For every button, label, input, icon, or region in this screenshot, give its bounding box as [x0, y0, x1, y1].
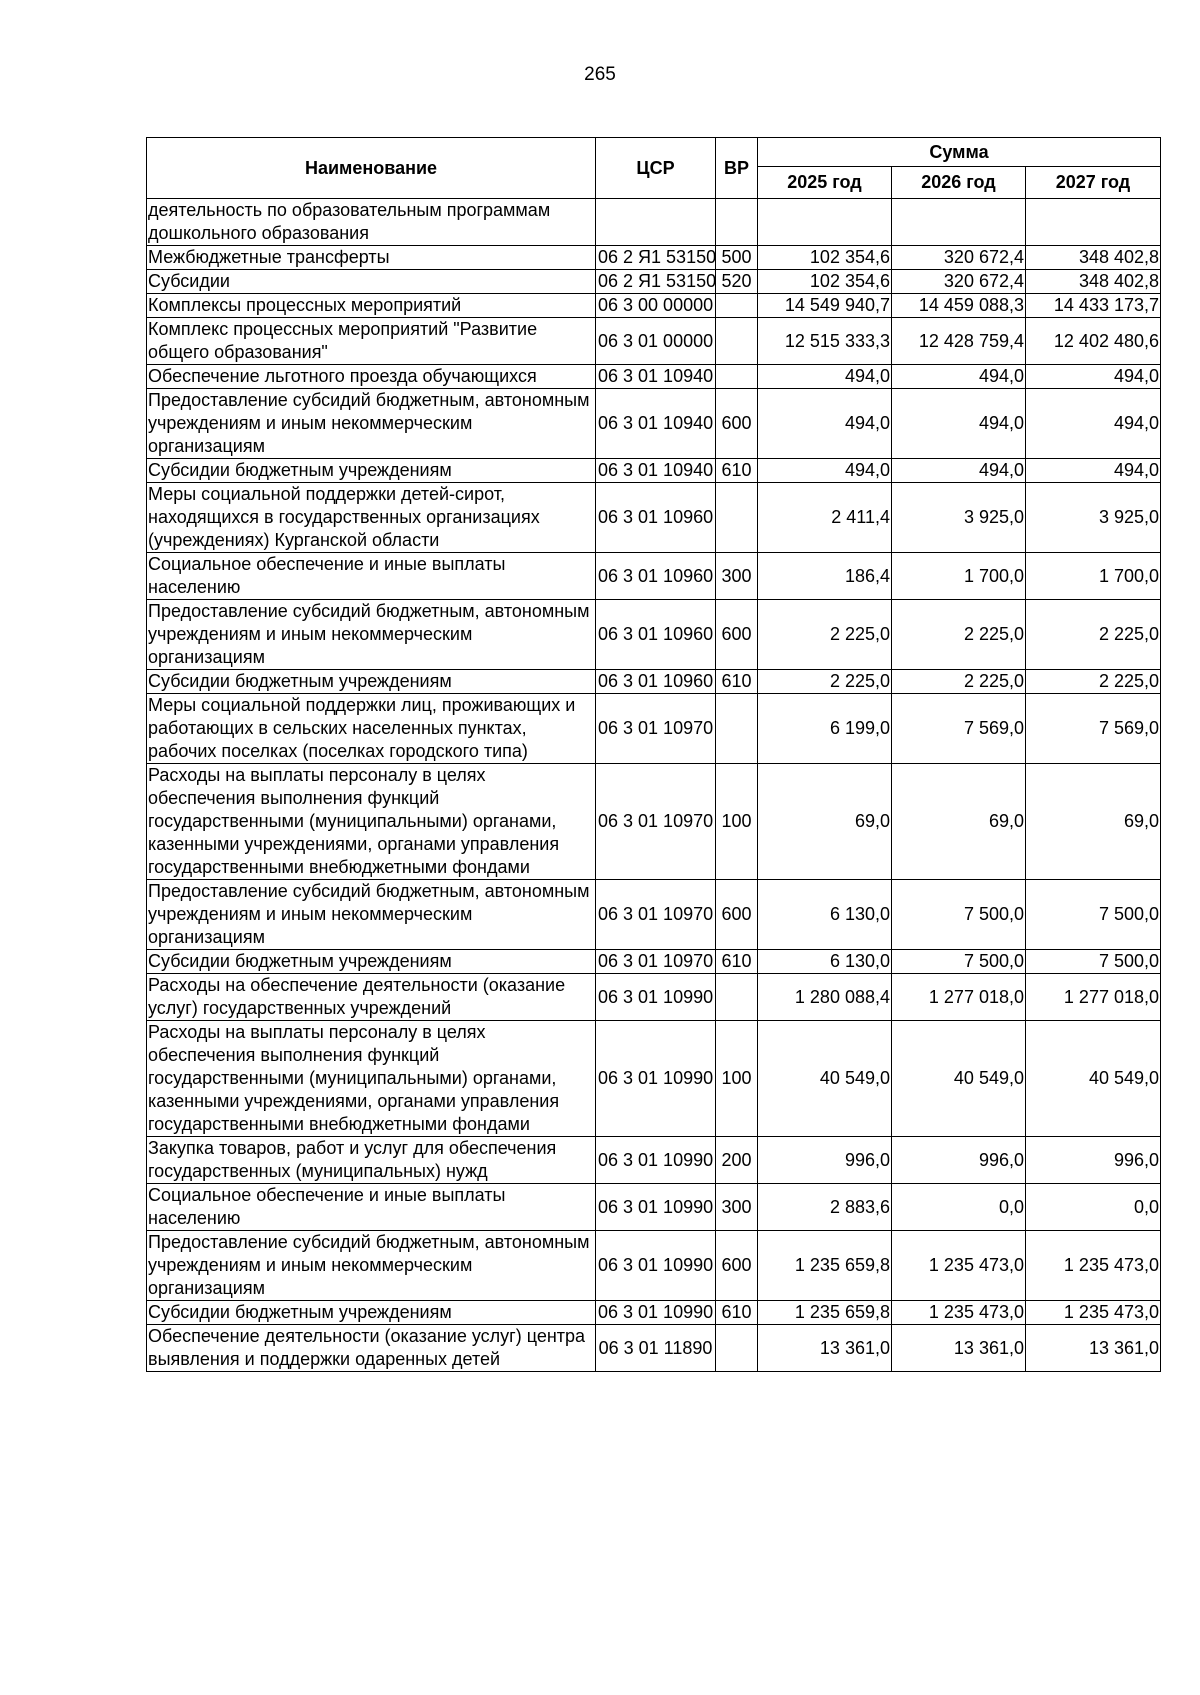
table-row [147, 389, 1161, 459]
header-vr: ВР [716, 138, 758, 199]
row-name: Меры социальной поддержки лиц, проживающих и работающих в сельских населенных пунктах, рабочих поселках (поселках городского типа) [147, 694, 596, 764]
row-name: Субсидии бюджетным учреждениям [147, 459, 596, 483]
row-csr: 06 3 01 10990 [596, 1231, 716, 1301]
row-csr: 06 3 01 10990 [596, 1301, 716, 1325]
row-sum-2027: 494,0 [1026, 365, 1161, 389]
row-vr: 300 [716, 1184, 758, 1231]
table-row [147, 670, 1161, 694]
row-vr [716, 974, 758, 1021]
row-sum-2025: 102 354,6 [758, 270, 892, 294]
row-name: Предоставление субсидий бюджетным, автономным учреждениям и иным некоммерческим организациям [147, 1231, 596, 1301]
row-sum-2025: 69,0 [758, 764, 892, 880]
row-sum-2025: 13 361,0 [758, 1325, 892, 1372]
row-sum-2026: 996,0 [892, 1137, 1026, 1184]
table-row [147, 199, 1161, 246]
row-csr: 06 3 01 10960 [596, 670, 716, 694]
row-name: Комплекс процессных мероприятий "Развитие общего образования" [147, 318, 596, 365]
row-sum-2025: 494,0 [758, 389, 892, 459]
page-number: 265 [584, 64, 616, 85]
row-sum-2025: 2 411,4 [758, 483, 892, 553]
row-vr [716, 483, 758, 553]
header-csr: ЦСР [596, 138, 716, 199]
row-vr [716, 365, 758, 389]
row-sum-2027: 13 361,0 [1026, 1325, 1161, 1372]
row-name: Расходы на выплаты персоналу в целях обеспечения выполнения функций государственными (муниципальными) органами, казенными учреждениями, органами управления государственными внебюджетными фондами [147, 1021, 596, 1137]
row-sum-2026: 1 700,0 [892, 553, 1026, 600]
table-row [147, 483, 1161, 553]
table-row [147, 1137, 1161, 1184]
row-name: Предоставление субсидий бюджетным, автономным учреждениям и иным некоммерческим организациям [147, 389, 596, 459]
row-name: Расходы на выплаты персоналу в целях обеспечения выполнения функций государственными (муниципальными) органами, казенными учреждениями, органами управления государственными внебюджетными фондами [147, 764, 596, 880]
row-sum-2027: 3 925,0 [1026, 483, 1161, 553]
row-sum-2027: 1 235 473,0 [1026, 1231, 1161, 1301]
row-csr: 06 2 Я1 53150 [596, 270, 716, 294]
header-name: Наименование [147, 138, 596, 199]
row-sum-2026: 40 549,0 [892, 1021, 1026, 1137]
row-name: Обеспечение деятельности (оказание услуг) центра выявления и поддержки одаренных детей [147, 1325, 596, 1372]
row-sum-2026: 2 225,0 [892, 670, 1026, 694]
row-csr: 06 3 01 10940 [596, 365, 716, 389]
row-name: Закупка товаров, работ и услуг для обеспечения государственных (муниципальных) нужд [147, 1137, 596, 1184]
row-sum-2027: 1 235 473,0 [1026, 1301, 1161, 1325]
row-name: Субсидии бюджетным учреждениям [147, 1301, 596, 1325]
row-sum-2027 [1026, 199, 1161, 246]
row-vr: 610 [716, 950, 758, 974]
budget-table [146, 137, 1161, 1372]
row-name: Предоставление субсидий бюджетным, автономным учреждениям и иным некоммерческим организациям [147, 880, 596, 950]
row-vr: 500 [716, 246, 758, 270]
row-sum-2026: 0,0 [892, 1184, 1026, 1231]
row-sum-2026: 7 500,0 [892, 950, 1026, 974]
row-sum-2025: 14 549 940,7 [758, 294, 892, 318]
row-sum-2027: 996,0 [1026, 1137, 1161, 1184]
header-year-2027: 2027 год [1026, 167, 1161, 199]
row-sum-2025: 186,4 [758, 553, 892, 600]
row-sum-2026 [892, 199, 1026, 246]
row-csr: 06 3 01 11890 [596, 1325, 716, 1372]
row-vr: 100 [716, 764, 758, 880]
row-csr: 06 3 01 10990 [596, 1021, 716, 1137]
row-vr [716, 318, 758, 365]
row-sum-2027: 7 500,0 [1026, 950, 1161, 974]
row-sum-2026: 494,0 [892, 389, 1026, 459]
row-vr: 600 [716, 389, 758, 459]
row-sum-2027: 2 225,0 [1026, 600, 1161, 670]
row-sum-2026: 13 361,0 [892, 1325, 1026, 1372]
row-sum-2026: 1 235 473,0 [892, 1231, 1026, 1301]
table-row [147, 974, 1161, 1021]
row-vr [716, 694, 758, 764]
row-vr [716, 199, 758, 246]
table-row [147, 1325, 1161, 1372]
row-sum-2027: 69,0 [1026, 764, 1161, 880]
table-row [147, 294, 1161, 318]
header-year-2025: 2025 год [758, 167, 892, 199]
table-body [147, 199, 1161, 1372]
row-sum-2027: 2 225,0 [1026, 670, 1161, 694]
row-sum-2025: 1 235 659,8 [758, 1231, 892, 1301]
row-csr [596, 199, 716, 246]
row-sum-2026: 320 672,4 [892, 270, 1026, 294]
row-sum-2027: 494,0 [1026, 459, 1161, 483]
row-csr: 06 3 01 10970 [596, 764, 716, 880]
row-sum-2025: 6 130,0 [758, 950, 892, 974]
row-sum-2025: 1 280 088,4 [758, 974, 892, 1021]
row-sum-2025: 40 549,0 [758, 1021, 892, 1137]
row-sum-2027: 348 402,8 [1026, 270, 1161, 294]
table-row [147, 365, 1161, 389]
row-sum-2026: 1 235 473,0 [892, 1301, 1026, 1325]
row-sum-2027: 1 700,0 [1026, 553, 1161, 600]
table-row [147, 1021, 1161, 1137]
row-name: Обеспечение льготного проезда обучающихся [147, 365, 596, 389]
row-sum-2025: 2 225,0 [758, 600, 892, 670]
table-row [147, 1301, 1161, 1325]
row-sum-2026: 69,0 [892, 764, 1026, 880]
row-csr: 06 3 01 10990 [596, 974, 716, 1021]
row-sum-2027: 40 549,0 [1026, 1021, 1161, 1137]
row-sum-2025: 6 199,0 [758, 694, 892, 764]
row-csr: 06 3 01 10940 [596, 389, 716, 459]
row-name: Расходы на обеспечение деятельности (оказание услуг) государственных учреждений [147, 974, 596, 1021]
table-header [147, 138, 1161, 199]
table-row [147, 318, 1161, 365]
row-name: Социальное обеспечение и иные выплаты населению [147, 1184, 596, 1231]
table-row [147, 950, 1161, 974]
row-vr: 300 [716, 553, 758, 600]
row-sum-2027: 14 433 173,7 [1026, 294, 1161, 318]
row-sum-2025: 494,0 [758, 459, 892, 483]
row-csr: 06 3 01 10960 [596, 600, 716, 670]
row-name: Меры социальной поддержки детей-сирот, находящихся в государственных организациях (учреждениях) Курганской области [147, 483, 596, 553]
table-row [147, 764, 1161, 880]
table-row [147, 270, 1161, 294]
row-name: деятельность по образовательным программам дошкольного образования [147, 199, 596, 246]
row-sum-2026: 494,0 [892, 459, 1026, 483]
row-sum-2026: 7 569,0 [892, 694, 1026, 764]
row-vr [716, 294, 758, 318]
row-sum-2026: 14 459 088,3 [892, 294, 1026, 318]
row-csr: 06 3 01 10990 [596, 1137, 716, 1184]
row-csr: 06 3 01 10970 [596, 880, 716, 950]
row-sum-2027: 1 277 018,0 [1026, 974, 1161, 1021]
row-vr: 610 [716, 1301, 758, 1325]
row-vr: 610 [716, 670, 758, 694]
row-sum-2027: 348 402,8 [1026, 246, 1161, 270]
row-sum-2026: 3 925,0 [892, 483, 1026, 553]
row-sum-2026: 7 500,0 [892, 880, 1026, 950]
row-vr: 200 [716, 1137, 758, 1184]
table-row [147, 880, 1161, 950]
row-csr: 06 3 01 10960 [596, 483, 716, 553]
row-sum-2025: 2 225,0 [758, 670, 892, 694]
row-sum-2025 [758, 199, 892, 246]
row-csr: 06 3 01 00000 [596, 318, 716, 365]
row-sum-2027: 0,0 [1026, 1184, 1161, 1231]
row-sum-2027: 494,0 [1026, 389, 1161, 459]
row-name: Субсидии бюджетным учреждениям [147, 670, 596, 694]
header-year-2026: 2026 год [892, 167, 1026, 199]
row-csr: 06 3 01 10990 [596, 1184, 716, 1231]
table-row [147, 459, 1161, 483]
row-vr: 100 [716, 1021, 758, 1137]
row-csr: 06 3 01 10940 [596, 459, 716, 483]
table-row [147, 694, 1161, 764]
row-name: Субсидии [147, 270, 596, 294]
table-row [147, 553, 1161, 600]
row-name: Субсидии бюджетным учреждениям [147, 950, 596, 974]
row-sum-2025: 102 354,6 [758, 246, 892, 270]
row-sum-2027: 7 500,0 [1026, 880, 1161, 950]
row-sum-2025: 2 883,6 [758, 1184, 892, 1231]
table-row [147, 1184, 1161, 1231]
row-vr: 520 [716, 270, 758, 294]
row-sum-2025: 1 235 659,8 [758, 1301, 892, 1325]
row-sum-2026: 1 277 018,0 [892, 974, 1026, 1021]
table-row [147, 1231, 1161, 1301]
row-csr: 06 3 01 10970 [596, 950, 716, 974]
table-row [147, 246, 1161, 270]
row-sum-2026: 494,0 [892, 365, 1026, 389]
row-vr: 600 [716, 600, 758, 670]
row-sum-2026: 320 672,4 [892, 246, 1026, 270]
row-name: Комплексы процессных мероприятий [147, 294, 596, 318]
row-vr [716, 1325, 758, 1372]
row-name: Предоставление субсидий бюджетным, автономным учреждениям и иным некоммерческим организациям [147, 600, 596, 670]
row-csr: 06 3 01 10970 [596, 694, 716, 764]
header-sum: Сумма [758, 138, 1161, 167]
row-vr: 610 [716, 459, 758, 483]
row-vr: 600 [716, 880, 758, 950]
row-sum-2025: 6 130,0 [758, 880, 892, 950]
row-csr: 06 3 01 10960 [596, 553, 716, 600]
row-name: Межбюджетные трансферты [147, 246, 596, 270]
row-sum-2026: 12 428 759,4 [892, 318, 1026, 365]
table-row [147, 600, 1161, 670]
row-csr: 06 3 00 00000 [596, 294, 716, 318]
row-sum-2027: 12 402 480,6 [1026, 318, 1161, 365]
row-sum-2026: 2 225,0 [892, 600, 1026, 670]
row-sum-2027: 7 569,0 [1026, 694, 1161, 764]
row-sum-2025: 12 515 333,3 [758, 318, 892, 365]
row-vr: 600 [716, 1231, 758, 1301]
row-csr: 06 2 Я1 53150 [596, 246, 716, 270]
row-sum-2025: 494,0 [758, 365, 892, 389]
row-sum-2025: 996,0 [758, 1137, 892, 1184]
row-name: Социальное обеспечение и иные выплаты населению [147, 553, 596, 600]
